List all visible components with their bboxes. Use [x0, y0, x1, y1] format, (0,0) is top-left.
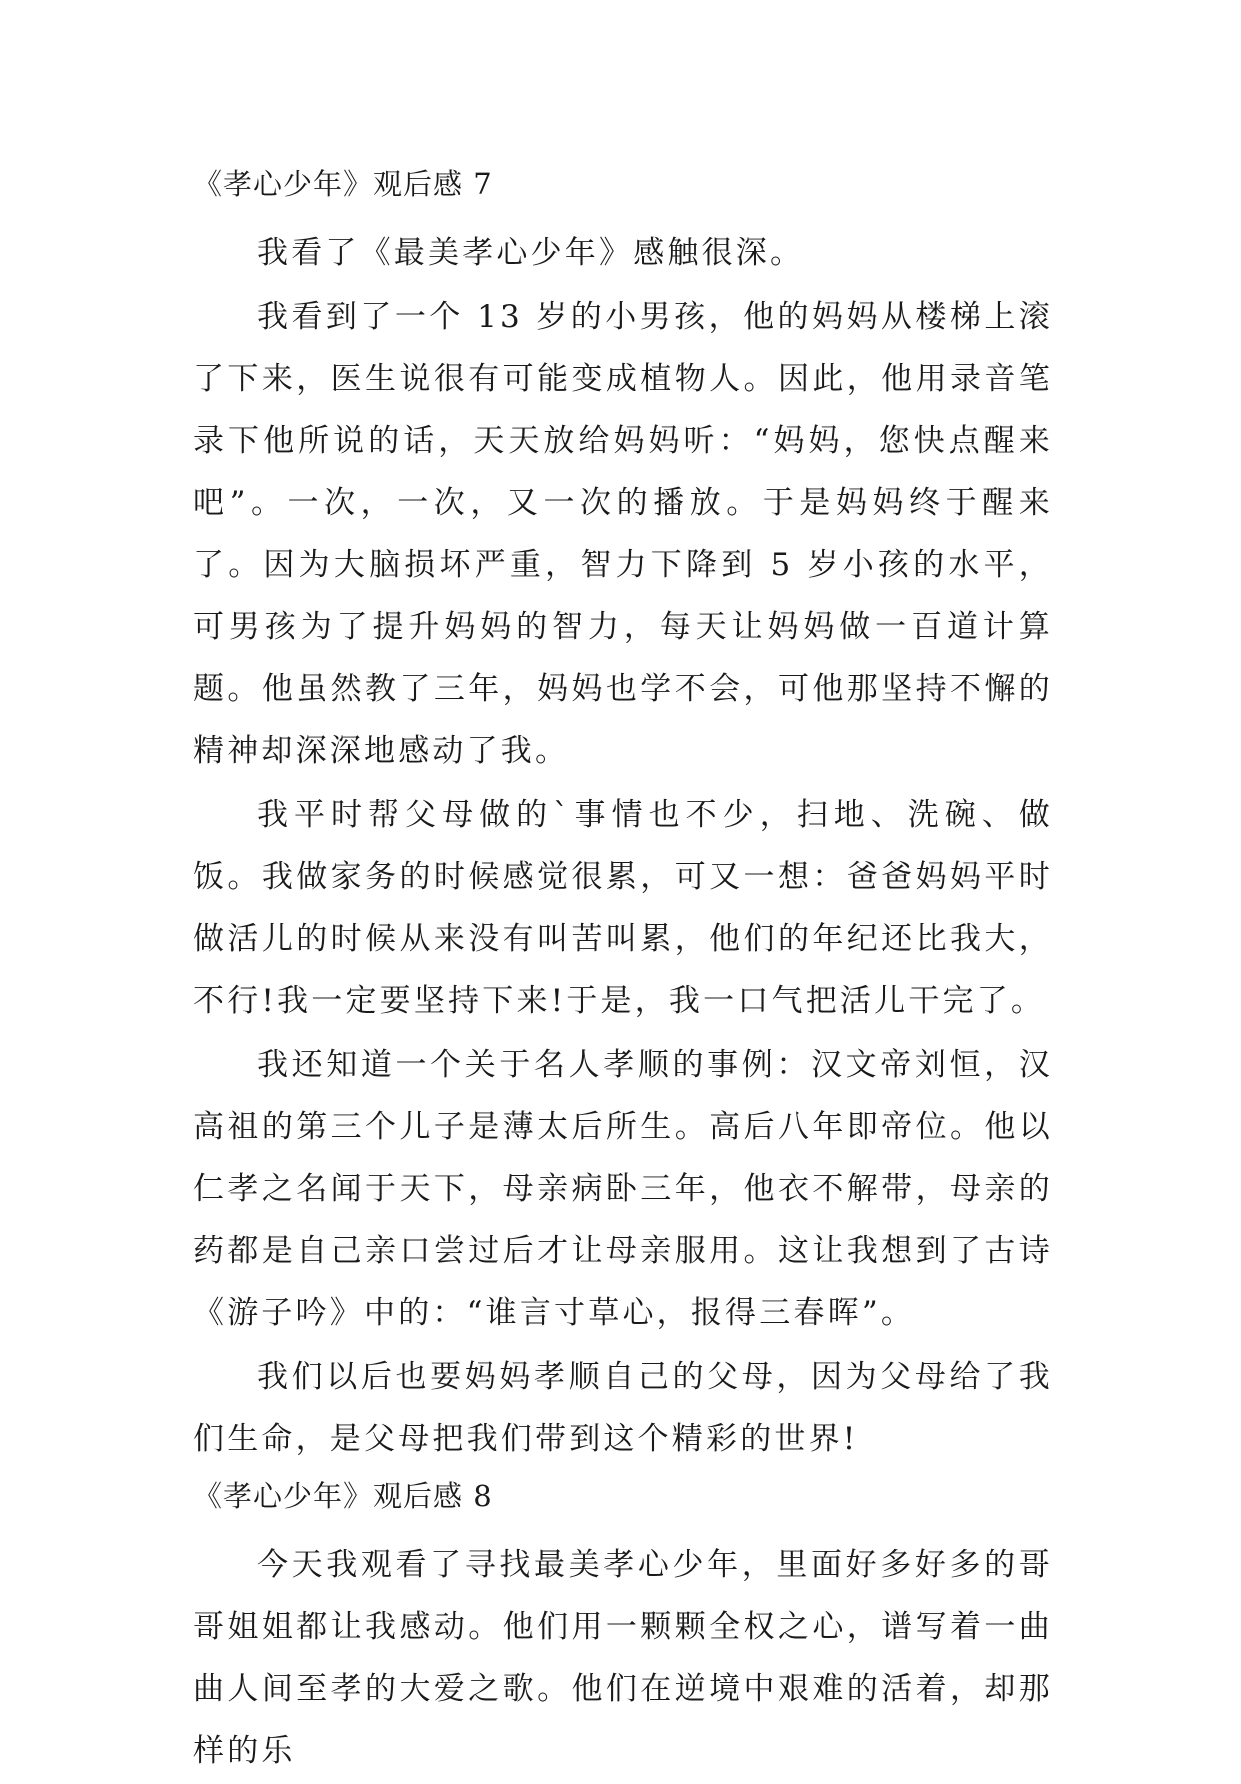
section-heading-7: 《孝心少年》观后感 7 — [193, 167, 493, 201]
paragraph-6: 今天我观看了寻找最美孝心少年，里面好多好多的哥哥姐姐都让我感动。他们用一颗颗全权之心，谱写着一曲曲人间至孝的大爱之歌。他们在逆境中艰难的活着，却那样的乐 — [193, 1547, 1053, 1769]
paragraph-3: 我平时帮父母做的`事情也不少，扫地、洗碗、做饭。我做家务的时候感觉很累，可又一想：爸爸妈妈平时做活儿的时候从来没有叫苦叫累，他们的年纪还比我大，不行!我一定要坚持下来!于是，我一口气把活儿干完了。 — [193, 797, 1053, 1019]
paragraph-5: 我们以后也要妈妈孝顺自己的父母，因为父母给了我们生命，是父母把我们带到这个精彩的世界! — [193, 1359, 1053, 1457]
section-heading-8: 《孝心少年》观后感 8 — [193, 1479, 493, 1513]
document-page — [193, 160, 1053, 1784]
paragraph-2: 我看到了一个 13 岁的小男孩，他的妈妈从楼梯上滚了下来，医生说很有可能变成植物人。因此，他用录音笔录下他所说的话，天天放给妈妈听：“妈妈，您快点醒来吧”。一次，一次，又一次的播放。于是妈妈终于醒来了。因为大脑损坏严重，智力下降到 5 岁小孩的水平，可男孩为了提升妈妈的智力，每天让妈妈做一百道计算题。他虽然教了三年，妈妈也学不会，可他那坚持不懈的精神却深深地感动了我。 — [193, 299, 1053, 769]
paragraph-1: 我看了《最美孝心少年》感触很深。 — [257, 235, 805, 271]
paragraph-4: 我还知道一个关于名人孝顺的事例：汉文帝刘恒，汉高祖的第三个儿子是薄太后所生。高后八年即帝位。他以仁孝之名闻于天下，母亲病卧三年，他衣不解带，母亲的药都是自己亲口尝过后才让母亲服用。这让我想到了古诗《游子吟》中的：“谁言寸草心，报得三春晖”。 — [193, 1047, 1053, 1331]
